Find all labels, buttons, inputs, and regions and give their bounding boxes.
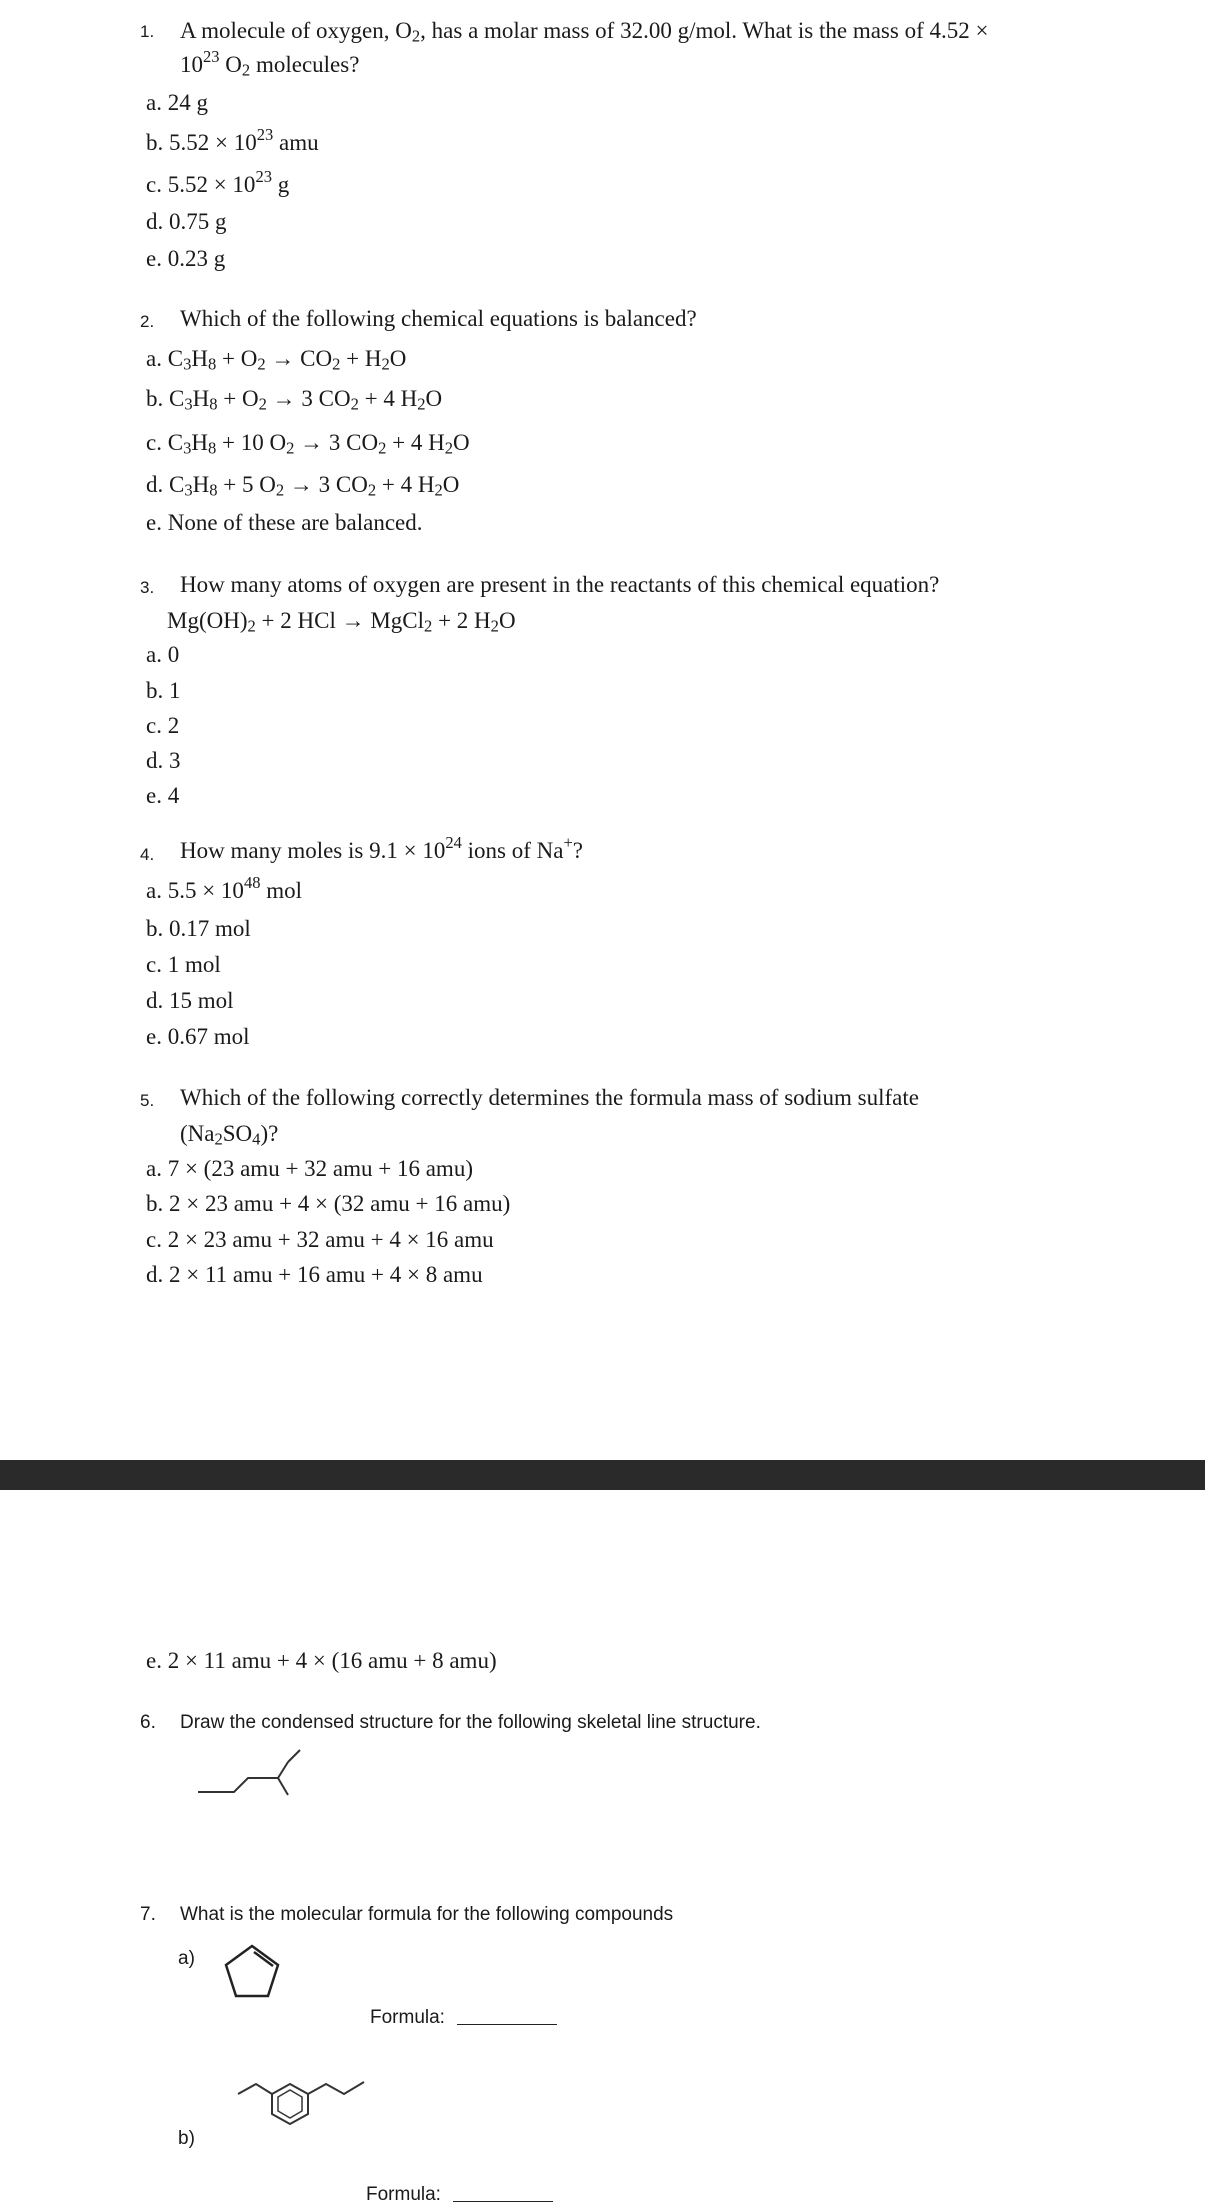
q5-text-line1: Which of the following correctly determines the formula mass of sodium sulfate xyxy=(180,1085,919,1110)
q6-skeletal-structure xyxy=(190,1740,310,1800)
q1-option-d: d. 0.75 g xyxy=(146,209,227,234)
q1-number: 1. xyxy=(140,22,155,41)
q5-option-a: a. 7 × (23 amu + 32 amu + 16 amu) xyxy=(146,1156,473,1181)
q3-option-c: c. 2 xyxy=(146,713,180,738)
q3-number: 3. xyxy=(140,578,155,597)
page-separator-bar xyxy=(0,1460,1205,1490)
q3-option-a: a. 0 xyxy=(146,642,180,667)
q5-text-line2: $(Na_2SO_4)$? xyxy=(180,1121,279,1149)
q2-text: Which of the following chemical equations is balanced? xyxy=(180,306,697,331)
q6-text: Draw the condensed structure for the following skeletal line structure. xyxy=(180,1712,761,1733)
q7b-formula-blank[interactable] xyxy=(453,2201,553,2202)
q4-option-e: e. 0.67 mol xyxy=(146,1024,250,1049)
q5-option-c: c. 2 × 23 amu + 32 amu + 4 × 16 amu xyxy=(146,1227,494,1252)
q1-option-e: e. 0.23 g xyxy=(146,246,226,271)
q7b-formula: Formula: xyxy=(366,2184,553,2206)
q2-option-a: a. $C_3H_8 + O_2 \to CO_2 + H_2O$ xyxy=(146,346,407,374)
q4-option-a: a. $5.5 \times 10^{48}$ mol xyxy=(146,873,303,903)
q7a-formula-blank[interactable] xyxy=(457,2024,557,2025)
q1-option-a: a. 24 g xyxy=(146,90,208,115)
q1-option-c: c. $5.52 \times 10^{23}$ g xyxy=(146,167,290,197)
q7-text: What is the molecular formula for the following compounds xyxy=(180,1904,674,1925)
q4-option-c: c. 1 mol xyxy=(146,952,221,977)
q4-number: 4. xyxy=(140,845,155,864)
q3-text: How many atoms of oxygen are present in the reactants of this chemical equation? xyxy=(180,572,940,597)
q1-option-b: b. $5.52 \times 10^{23}$ amu xyxy=(146,125,319,155)
q3-option-e: e. 4 xyxy=(146,783,180,808)
q5-option-b: b. 2 × 23 amu + 4 × (32 amu + 16 amu) xyxy=(146,1191,511,1216)
q3-equation: $Mg(OH)_2 + 2$ HCl → MgCl$_2$ + 2 $H_2O$ xyxy=(167,608,516,636)
q3-option-b: b. 1 xyxy=(146,678,181,703)
q2-option-c: c. $C_3H_8 + 10$ $O_2 \to 3$ $CO_2 + 4$ $H_2O$ xyxy=(146,430,470,458)
q7b-alkylbenzene-structure xyxy=(236,2072,386,2142)
q2-option-b: b. $C_3H_8 + O_2 \to 3$ $CO_2 + 4$ $H_2O$ xyxy=(146,386,443,414)
q2-option-d: d. $C_3H_8 + 5$ $O_2 \to 3$ $CO_2 + 4$ $H_2O$ xyxy=(146,472,460,500)
q1-text-line1: A molecule of oxygen, $O_2$, has a molar mass of 32.00 g/mol. What is the mass of 4.52 × xyxy=(180,18,989,46)
q4-option-d: d. 15 mol xyxy=(146,988,234,1013)
q7a-label: a) xyxy=(178,1948,195,1969)
q7b-label: b) xyxy=(178,2128,195,2149)
q6-number: 6. xyxy=(140,1712,156,1733)
q1-text-line2: $10^{23}$ $O_2$ molecules? xyxy=(180,47,360,80)
q7a-formula: Formula: xyxy=(370,2007,557,2029)
q4-option-b: b. 0.17 mol xyxy=(146,916,251,941)
q5-number: 5. xyxy=(140,1091,155,1110)
q2-option-e: e. None of these are balanced. xyxy=(146,510,423,535)
q7a-cyclopentene-structure xyxy=(222,1942,282,2002)
q2-number: 2. xyxy=(140,312,155,331)
q3-option-d: d. 3 xyxy=(146,748,181,773)
q5-option-e: e. 2 × 11 amu + 4 × (16 amu + 8 amu) xyxy=(146,1648,497,1673)
q4-text: How many moles is $9.1 \times 10^{24}$ ions of Na+? xyxy=(180,833,584,863)
q7-number: 7. xyxy=(140,1904,156,1925)
q5-option-d: d. 2 × 11 amu + 16 amu + 4 × 8 amu xyxy=(146,1262,483,1287)
